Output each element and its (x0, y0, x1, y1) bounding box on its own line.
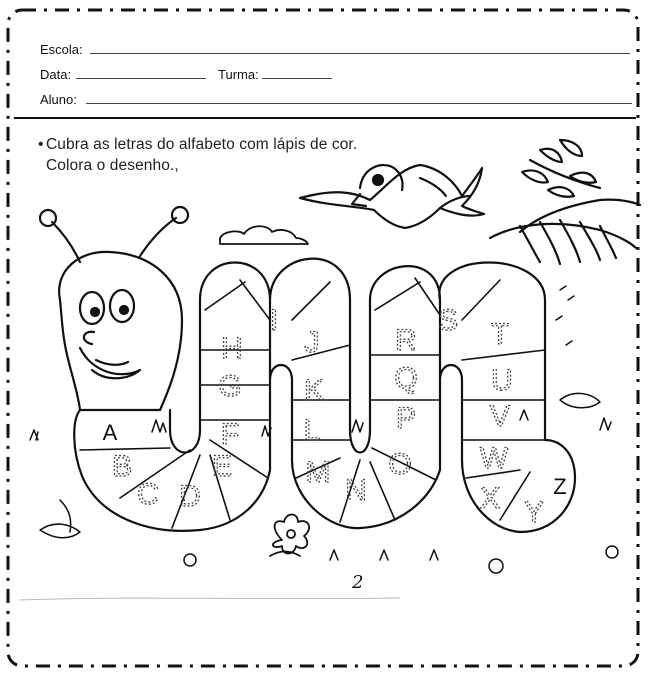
caterpillar-head (59, 252, 182, 410)
turma-label: Turma: (218, 67, 259, 82)
cloud-icon (220, 226, 308, 244)
ground-line (20, 598, 400, 600)
letter-C: C (137, 478, 159, 511)
letter-G: G (218, 370, 242, 403)
letter-O: O (388, 448, 412, 481)
letter-S: S (437, 304, 459, 337)
letter-R: R (395, 324, 417, 357)
aluno-label: Aluno: (40, 92, 77, 107)
letter-V: V (489, 400, 511, 433)
small-flowers-icon (184, 546, 618, 573)
letter-A: A (102, 420, 118, 445)
bird-icon (300, 165, 484, 228)
page-number: 2 (352, 572, 364, 593)
instruction-line-2: Colora o desenho., (46, 157, 179, 174)
letter-Y: Y (523, 496, 545, 529)
letter-N: N (345, 474, 367, 507)
data-label: Data: (40, 67, 72, 82)
instruction-line-1: Cubra as letras do alfabeto com lápis de cor. (46, 136, 358, 153)
letter-M: M (305, 456, 331, 489)
letter-Z: Z (553, 474, 567, 499)
letter-X: X (479, 482, 501, 515)
letter-H: H (221, 332, 243, 365)
letter-E: E (211, 450, 233, 483)
antennae-icon (40, 207, 188, 262)
flower-icon (270, 515, 309, 557)
letter-D: D (179, 480, 201, 513)
letter-B: B (111, 450, 133, 483)
letter-I: I (269, 304, 279, 337)
letter-F: F (220, 418, 240, 451)
letter-T: T (490, 318, 510, 351)
leaves-icon (490, 140, 640, 264)
letter-U: U (491, 364, 513, 397)
letter-P: P (395, 402, 417, 435)
letter-L: L (303, 414, 321, 447)
letter-K: K (303, 374, 325, 407)
letter-W: W (479, 442, 509, 475)
bullet-icon: • (38, 136, 44, 153)
letter-Q: Q (394, 362, 418, 395)
letter-J: J (304, 326, 320, 359)
escola-label: Escola: (40, 42, 83, 57)
letters-group (103, 304, 567, 529)
